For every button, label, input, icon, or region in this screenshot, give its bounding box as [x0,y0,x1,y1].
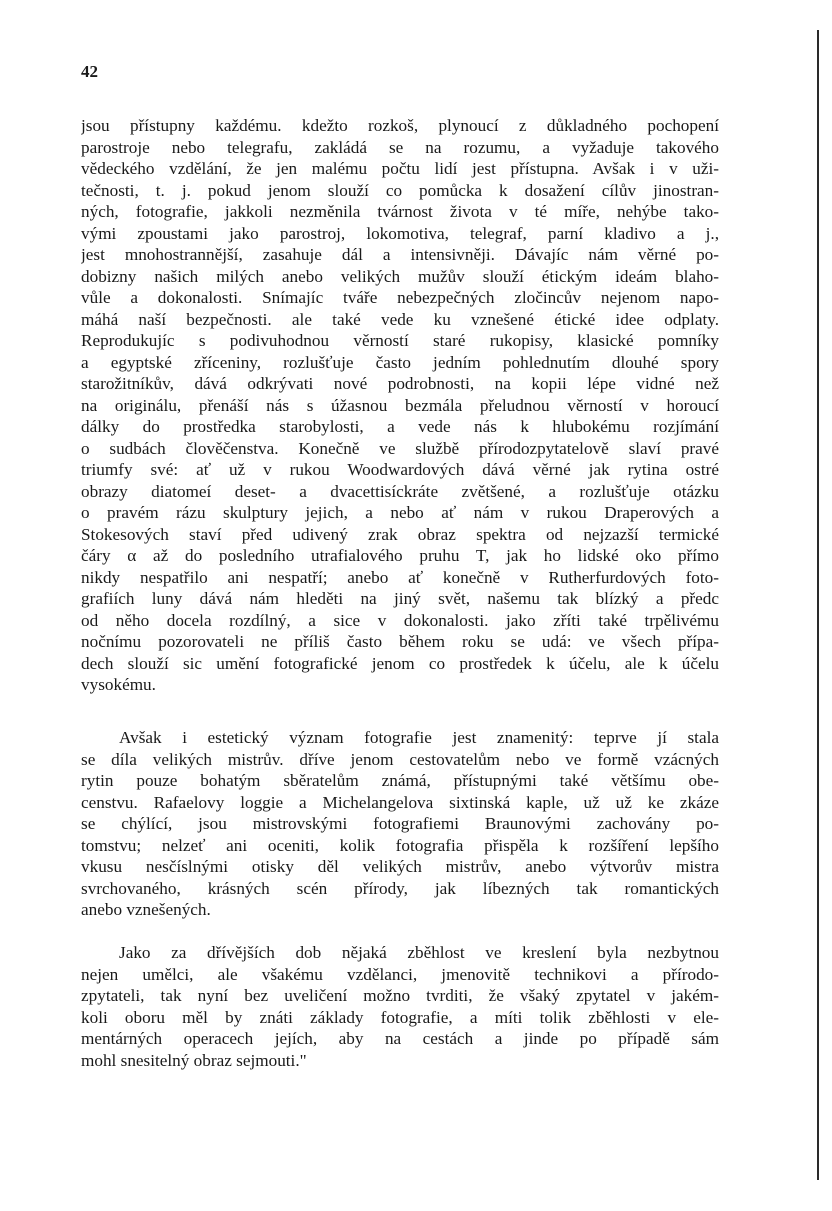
text-line: mentárných operacech jejích, aby na cestách a jinde po případě sám [81,1029,719,1048]
text-line: obrazy diatomeí deset- a dvacettisíckráte zvětšené, a rozlušťuje otázku [81,481,719,501]
text-line: dobizny našich milých anebo velikých mužův slouží étickým ideám blaho- [81,266,719,286]
text-line: koli oboru měl by znáti základy fotografie, a míti tolik zběhlosti v ele- [81,1007,719,1027]
text-line: se díla velikých mistrův. dříve jenom cestovatelům nebo ve formě vzácných [81,749,719,769]
text-line: parostroje nebo telegrafu, zakládá se na rozumu, a vyžaduje takového [81,137,719,157]
text-line: o pravém rázu skulptury jejich, a nebo ať nám v rukou Draperových a [81,503,719,522]
text-line: vysokému. [81,675,156,694]
text-line: starožitníkův, dává odkrývati nové podrobnosti, na kopii lépe vidné než [81,374,719,393]
text-line: vůle a dokonalosti. Snímajíc tváře nebezpečných zločincův nejenom napo- [81,288,719,307]
text-line: se chýlící, jsou mistrovskými fotografiemi Braunovými zachovány po- [81,814,719,833]
text-line: od něho docela rozdílný, a sice v dokonalosti. jako zříti také trpělivému [81,610,719,630]
text-line: anebo vznešených. [81,900,211,919]
paragraph-2 [81,727,719,921]
text-line: Reprodukujíc s podivuhodnou věrností staré rukopisy, klasické pomníky [81,331,719,350]
page-number: 42 [81,62,98,81]
text-line: grafiích luny dává nám hleděti na jiný svět, našemu tak blízký a předc [81,589,719,608]
text-line: mohl snesitelný obraz sejmouti." [81,1050,307,1070]
text-line: nejen umělci, ale všakému vzdělanci, jmenovitě technikovi a přírodo- [81,964,719,984]
text-line: jsou přístupny každému. kdežto rozkoš, plynoucí z důkladného pochopení [81,116,719,135]
text-line: tečnosti, t. j. pokud jenom slouží co pomůcka k dosažení cílův jinostran- [81,180,719,200]
text-line: a egyptské zříceniny, rozlušťuje často jedním pohlednutím dlouhé spory [81,352,719,372]
text-line: dech slouží sic umění fotografické jenom co prostředek k účelu, ale k účelu [81,653,719,673]
text-line: svrchovaného, krásných scén přírody, jak líbezných tak romantických [81,878,719,898]
text-line: nikdy nespatřilo ani nespatří; anebo ať konečně v Rutherfurdových foto- [81,567,719,587]
text-line: rytin pouze bohatým sběratelům známá, přístupnými také většímu obe- [81,771,719,790]
text-line: jest mnohostrannější, zasahuje dál a intensivněji. Dávajíc nám věrné po- [81,245,719,264]
text-line: na originálu, přenáší nás s úžasnou bezmála přeludnou věrností v horoucí [81,395,719,415]
text-line: o sudbách člověčenstva. Konečně ve službě přírodozpytatelově slaví pravé [81,438,719,458]
text-line: tomstvu; nelzeť ani oceniti, kolik fotografia přispěla k rozšíření lepšího [81,835,719,855]
text-line: vědeckého vzdělání, že jen malému počtu lidí jest přístupna. Avšak i v uži- [81,159,719,178]
text-line: censtvu. Rafaelovy loggie a Michelangelova sixtinská kaple, už už ke zkáze [81,792,719,812]
text-line: dálky do prostředka starobylosti, a vede nás k hlubokému rozjímání [81,417,719,436]
text-line: zpytateli, tak nyní bez uveličení možno tvrditi, že všaký zpytatel v jakém- [81,986,719,1005]
text-line: čáry α až do posledního utrafialového pruhu T, jak ho lidské oko přímo [81,546,719,565]
text-line: Stokesových staví před udivený zrak obraz spektra od nejzazší termické [81,524,719,544]
paragraph-1 [81,115,719,696]
text-line: vými zpoustami jako parostroj, lokomotiva, telegraf, parní kladivo a j., [81,223,719,243]
paragraph-3 [81,942,719,1071]
text-line: nočnímu pozorovateli ne příliš často během roku se udá: ve všech přípa- [81,632,719,651]
page-edge-rule [817,30,819,1180]
text-line: ných, fotografie, jakkoli nezměnila tvárnost života v té míře, nehýbe tako- [81,202,719,221]
text-line: Avšak i estetický význam fotografie jest znamenitý: teprve jí stala [119,728,719,747]
text-line: Jako za dřívějších dob nějaká zběhlost ve kreslení byla nezbytnou [119,943,719,962]
text-line: máhá naší bezpečnosti. ale také vede ku vznešené étické idee odplaty. [81,309,719,329]
text-line: triumfy své: ať už v rukou Woodwardových dává věrné jak rytina ostré [81,460,719,479]
text-line: vkusu nesčíslnými otisky děl velikých mistrův, anebo výtvorův mistra [81,857,719,876]
